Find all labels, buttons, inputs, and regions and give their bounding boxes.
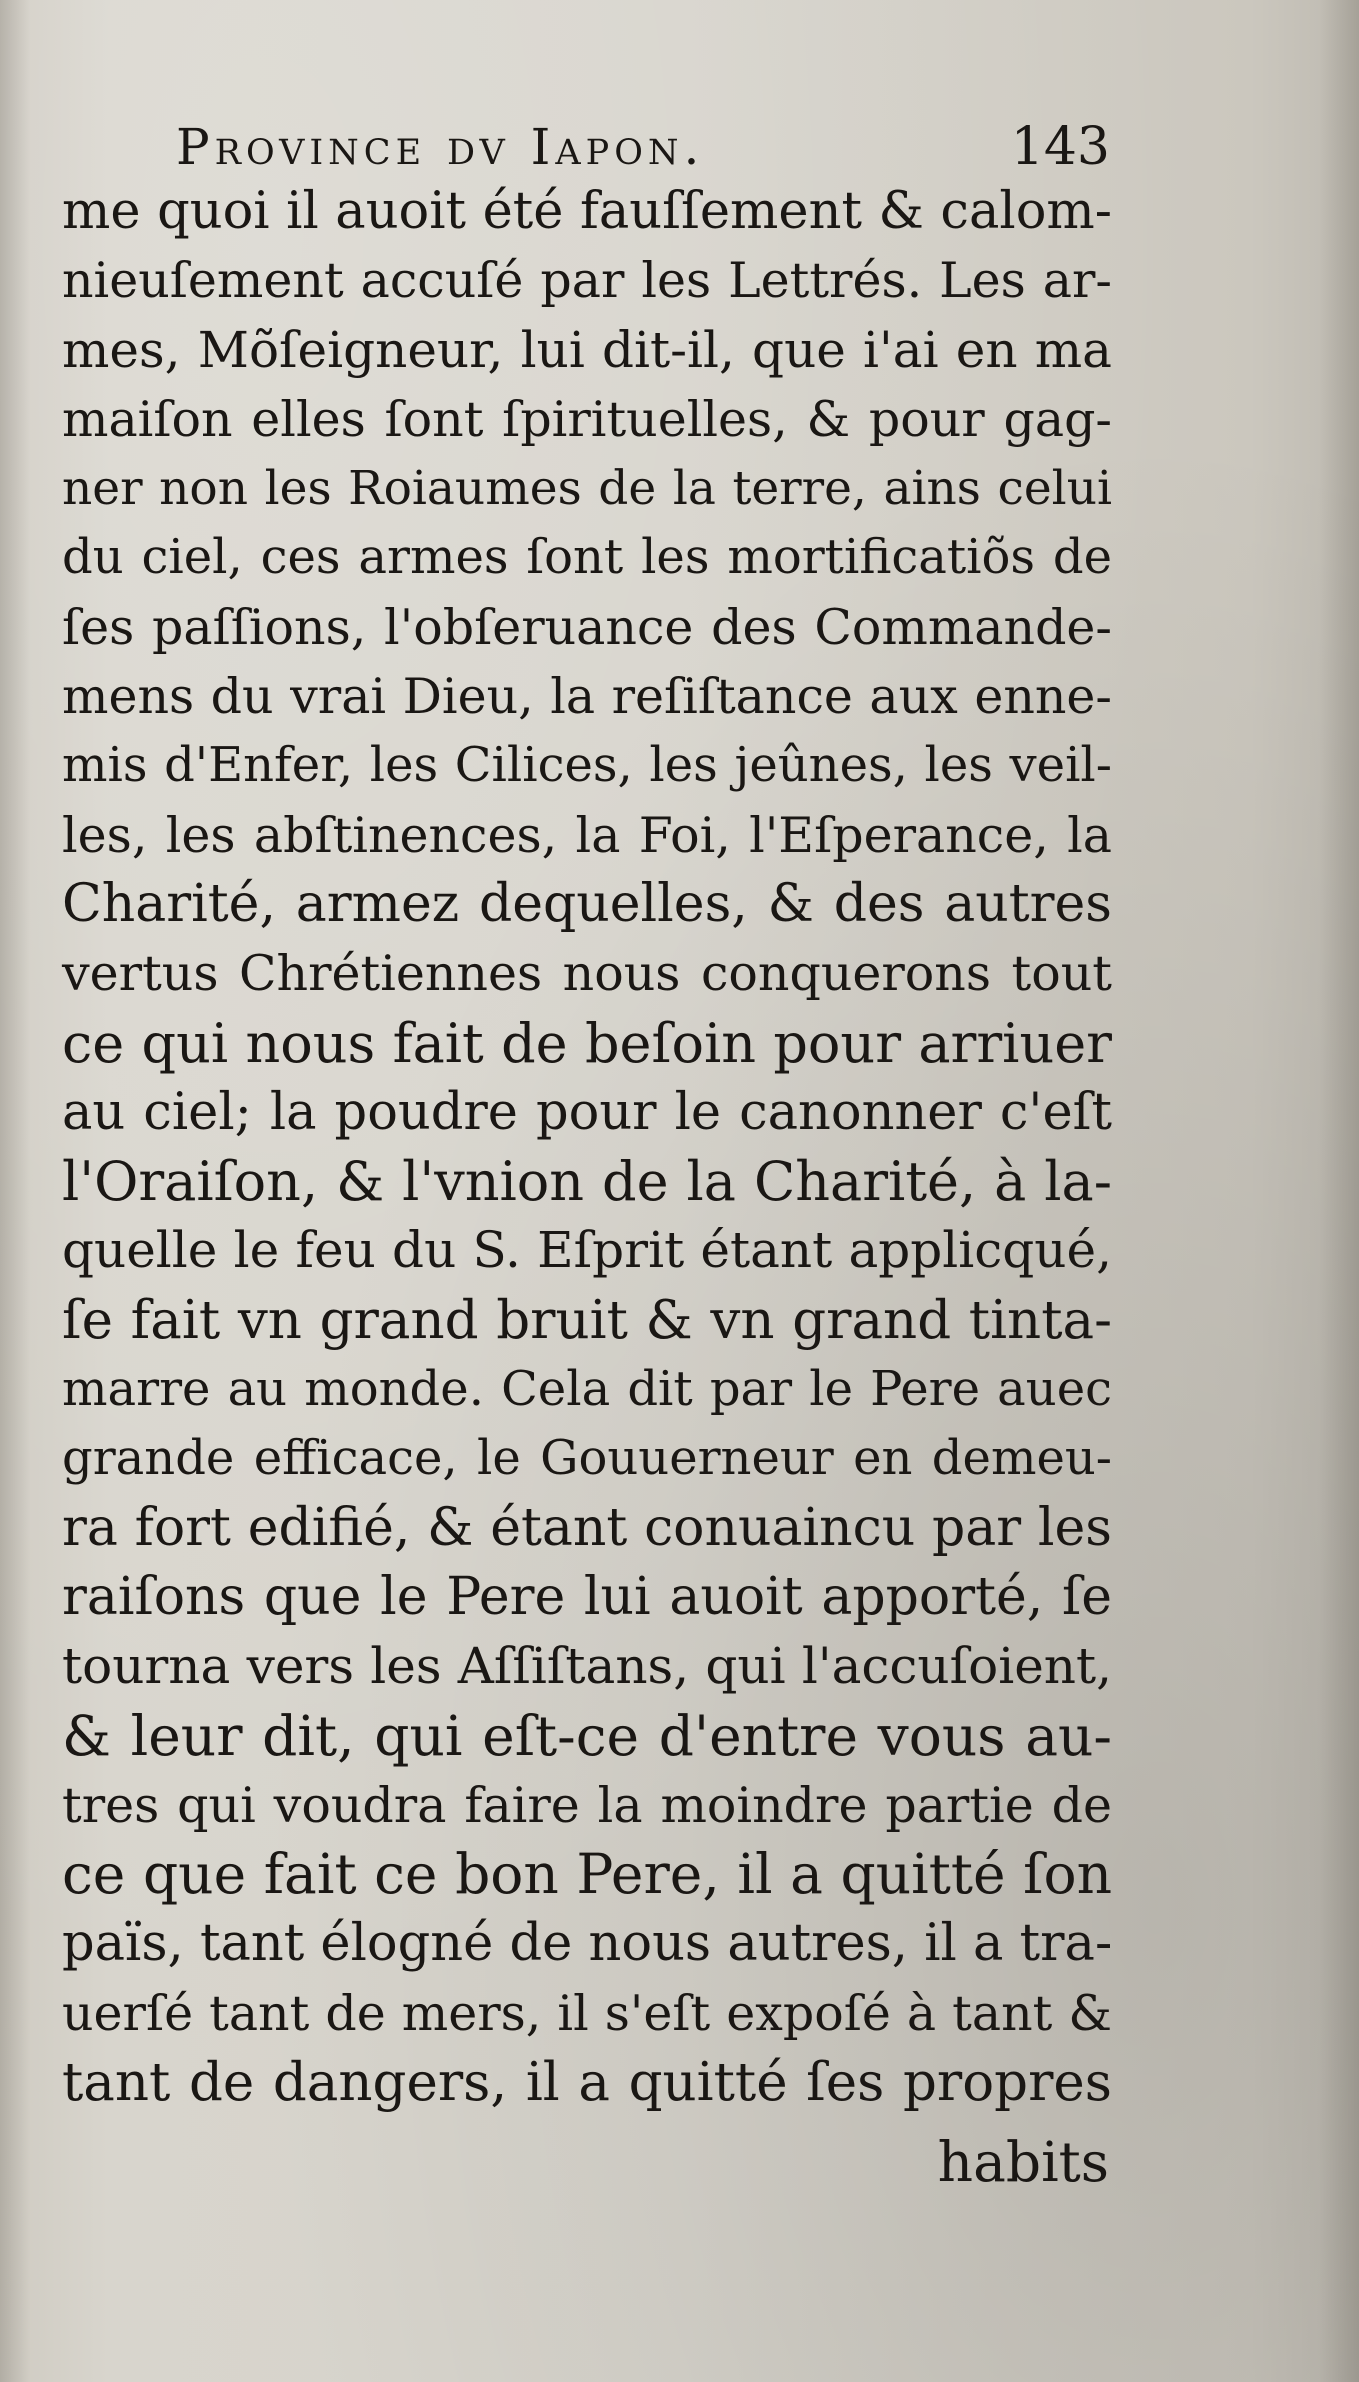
running-head (176, 112, 1110, 182)
text-line: Charité, armez dequelles, & des autres (62, 873, 1112, 934)
text-line: ce qui nous fait de beſoin pour arriuer (62, 1011, 1112, 1075)
text-line: raiſons que le Pere lui auoit apporté, ſe (62, 1566, 1112, 1627)
text-line: païs, tant élogné de nous autres, il a tra- (62, 1914, 1113, 1974)
text-line: grande efficace, le Gouuerneur en demeu- (62, 1430, 1112, 1487)
text-line: me quoi il auoit été fauſſement & calom- (62, 182, 1112, 241)
text-line: mis d'Enfer, les Cilices, les jeûnes, les veil- (62, 737, 1112, 794)
text-line: du ciel, ces armes ſont les mortificatiõs de (62, 529, 1112, 586)
text-line: & leur dit, qui eſt-ce d'entre vous au- (62, 1703, 1112, 1768)
text-line: les, les abſtinences, la Foi, l'Eſperance, la (62, 806, 1112, 864)
text-line: l'Oraiſon, & l'vnion de la Charité, à la- (62, 1150, 1112, 1214)
text-line: quelle le feu du S. Eſprit étant applicqué, (62, 1221, 1112, 1280)
text-line: tourna vers les Aſſiſtans, qui l'accuſoient, (62, 1637, 1112, 1696)
text-line: maiſon elles ſont ſpirituelles, & pour gag- (62, 390, 1112, 448)
text-line: mes, Mõſeigneur, lui dit-il, que i'ai en ma (62, 320, 1112, 379)
text-line: tres qui voudra faire la moindre partie de (62, 1776, 1112, 1834)
text-line: tant de dangers, il a quitté ſes propres (62, 2052, 1112, 2114)
text-line: vertus Chrétiennes nous conquerons tout (62, 945, 1112, 1003)
text-line: au ciel; la poudre pour le canonner c'eſt (62, 1082, 1112, 1142)
text-line: nieuſement accuſé par les Lettrés. Les ar- (62, 252, 1112, 310)
text-line: uerſé tant de mers, il s'eſt expoſé à tant & (62, 1984, 1112, 2042)
text-line: ſes paſſions, l'obſeruance des Commande- (62, 598, 1112, 656)
text-line: mens du vrai Dieu, la reſiſtance aux enne- (62, 668, 1112, 726)
text-line: ce que fait ce bon Pere, il a quitté ſon (62, 1842, 1112, 1907)
page-number: 143 (1010, 117, 1110, 177)
body-text (62, 177, 1112, 2117)
text-line: marre au monde. Cela dit par le Pere auec (62, 1361, 1112, 1418)
text-line: ner non les Roiaumes de la terre, ains celui (62, 461, 1112, 517)
text-line: ra fort edifié, & étant conuaincu par les (62, 1497, 1112, 1558)
catchword: habits (937, 2130, 1109, 2194)
text-line: ſe fait vn grand bruit & vn grand tinta- (62, 1289, 1112, 1351)
running-title: Province dv Iapon. (176, 118, 705, 176)
